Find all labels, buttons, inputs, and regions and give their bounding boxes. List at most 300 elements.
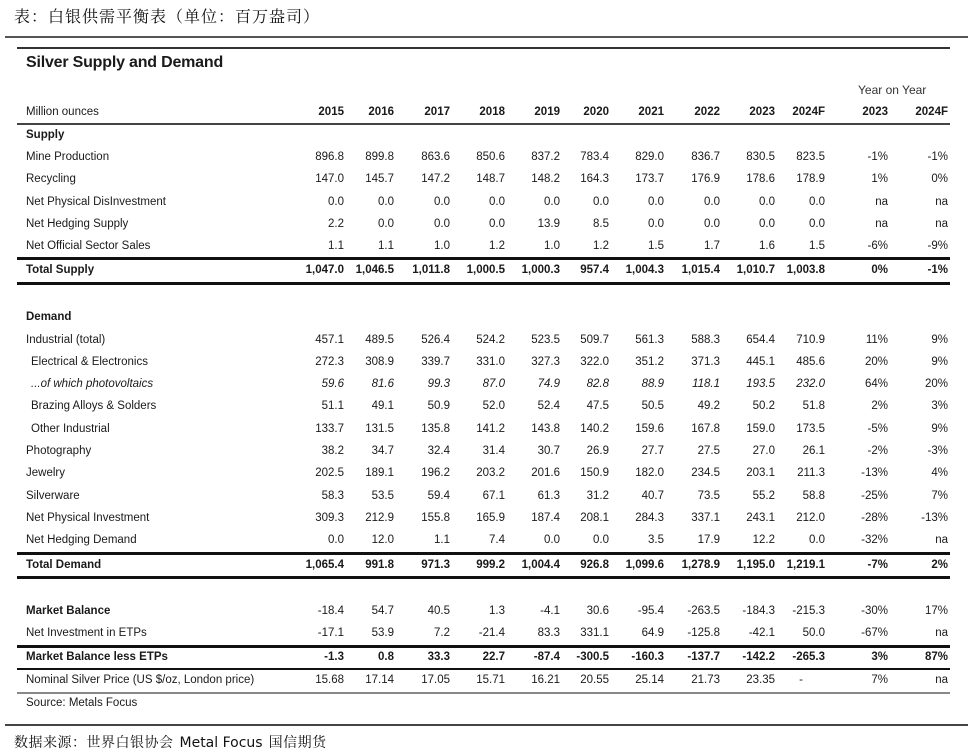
table-row [0, 374, 975, 394]
cell: 351.2 [635, 356, 664, 368]
cell: -1% [927, 151, 948, 163]
cell: 52.0 [482, 400, 505, 412]
column-header: 2019 [534, 106, 560, 118]
cell: 1,278.9 [681, 559, 720, 571]
cell: 272.3 [315, 356, 344, 368]
cell: 53.9 [371, 627, 394, 639]
cell: 53.5 [371, 490, 394, 502]
cell: 1% [871, 173, 888, 185]
cell: 971.3 [421, 559, 450, 571]
cell: 0.0 [809, 196, 825, 208]
row-label: Net Official Sector Sales [26, 240, 151, 252]
cell: 0.0 [704, 196, 720, 208]
cell: 7.2 [434, 627, 450, 639]
cell: 23.35 [746, 674, 775, 686]
cell: 87.0 [482, 378, 505, 390]
cell: 155.8 [421, 512, 450, 524]
cell: 201.6 [531, 467, 560, 479]
cell: 13.9 [537, 218, 560, 230]
table-row [0, 214, 975, 234]
cell: -25% [861, 490, 888, 502]
cell: 176.9 [691, 173, 720, 185]
cell: 1,003.8 [786, 264, 825, 276]
cell: 83.3 [537, 627, 560, 639]
cell: 1.5 [809, 240, 825, 252]
cell: 33.3 [427, 651, 450, 663]
cell: 50.2 [752, 400, 775, 412]
cell: 331.1 [580, 627, 609, 639]
cell: 1.5 [648, 240, 664, 252]
cell: 863.6 [421, 151, 450, 163]
cell: 309.3 [315, 512, 344, 524]
cell: - [799, 674, 803, 686]
cell: 2% [931, 559, 948, 571]
table-row [0, 647, 975, 667]
cell: 322.0 [580, 356, 609, 368]
cell: 0.0 [704, 218, 720, 230]
cell: 523.5 [531, 334, 560, 346]
cell: 50.9 [427, 400, 450, 412]
cell: 850.6 [476, 151, 505, 163]
cell: 1.0 [434, 240, 450, 252]
cell: 81.6 [371, 378, 394, 390]
source-row [0, 693, 975, 713]
section-label: Demand [26, 311, 72, 323]
cell: -17.1 [317, 627, 344, 639]
cell: 1,065.4 [305, 559, 344, 571]
cell: 7% [871, 674, 888, 686]
cell: 1,011.8 [412, 264, 450, 276]
cell: 2% [871, 400, 888, 412]
table-row [0, 508, 975, 528]
column-header: 2023 [749, 106, 775, 118]
cell: 187.4 [531, 512, 560, 524]
cell: 232.0 [796, 378, 825, 390]
cell: 0.0 [489, 218, 505, 230]
cell: 64% [864, 378, 888, 390]
cell: 182.0 [635, 467, 664, 479]
cell: -13% [861, 467, 888, 479]
cell: -4.1 [540, 605, 560, 617]
cell: 118.1 [692, 378, 720, 390]
table-row [0, 330, 975, 350]
total-demand-bottom-rule [17, 576, 950, 579]
cell: -142.2 [742, 651, 775, 663]
cell: 17.9 [697, 534, 720, 546]
cell: 74.9 [537, 378, 560, 390]
cell: 710.9 [796, 334, 825, 346]
cell: -13% [921, 512, 948, 524]
cell: 212.9 [365, 512, 394, 524]
cell: 0.0 [593, 196, 609, 208]
cell: na [935, 534, 948, 546]
cell: 211.3 [797, 467, 825, 479]
cell: 0.0 [544, 196, 560, 208]
row-label: Net Investment in ETPs [26, 627, 147, 639]
cell: 148.7 [476, 173, 505, 185]
cell: 1.2 [593, 240, 609, 252]
cell: 64.9 [641, 627, 664, 639]
footer-latin: Metal Focus [179, 735, 263, 751]
cell: 34.7 [371, 445, 394, 457]
cell: 202.5 [315, 467, 344, 479]
cell: 20% [924, 378, 948, 390]
table-row [0, 601, 975, 621]
cell: 243.1 [746, 512, 775, 524]
cell: na [935, 627, 948, 639]
row-label: Net Hedging Demand [26, 534, 137, 546]
cell: 0.0 [593, 534, 609, 546]
cell: 331.0 [476, 356, 505, 368]
cell: 0.0 [648, 218, 664, 230]
cell: -67% [861, 627, 888, 639]
column-header: 2017 [424, 106, 450, 118]
column-header-yoy: 2023 [862, 106, 888, 118]
cell: 87% [924, 651, 948, 663]
table-row [0, 419, 975, 439]
cell: 17.05 [421, 674, 450, 686]
cell: 49.2 [697, 400, 720, 412]
table-top-rule [17, 47, 950, 49]
unit-label: Million ounces [26, 106, 99, 118]
cell: 1,219.1 [786, 559, 825, 571]
row-label: Jewelry [26, 467, 65, 479]
figure-caption: 表：白银供需平衡表（单位：百万盎司） [14, 7, 321, 26]
yoy-group-label: Year on Year [858, 83, 927, 97]
cell: 73.5 [697, 490, 720, 502]
row-label: Net Physical Investment [26, 512, 150, 524]
cell: -28% [861, 512, 888, 524]
cell: 9% [931, 334, 948, 346]
cell: 15.71 [476, 674, 505, 686]
cell: 26.1 [802, 445, 825, 457]
cell: 1,004.3 [625, 264, 664, 276]
cell: -1% [867, 151, 888, 163]
cell: 58.8 [802, 490, 825, 502]
cell: 50.0 [802, 627, 825, 639]
table-row [0, 352, 975, 372]
cell: 47.5 [586, 400, 609, 412]
cell: 17.14 [365, 674, 394, 686]
cell: 654.4 [746, 334, 775, 346]
cell: 3.5 [648, 534, 664, 546]
cell: 836.7 [691, 151, 720, 163]
cell: 524.2 [476, 334, 505, 346]
cell: 485.6 [796, 356, 825, 368]
cell: 926.8 [580, 559, 609, 571]
cell: 99.3 [427, 378, 450, 390]
cell: 54.7 [371, 605, 394, 617]
cell: 32.4 [427, 445, 450, 457]
row-label: Brazing Alloys & Solders [31, 400, 157, 412]
cell: 1.7 [704, 240, 720, 252]
table-row [0, 530, 975, 550]
cell: 829.0 [635, 151, 664, 163]
header-row [0, 102, 975, 122]
cell: 1,047.0 [305, 264, 344, 276]
cell: 0% [931, 173, 948, 185]
cell: 1,046.5 [355, 264, 394, 276]
table-row [0, 623, 975, 643]
row-label: Other Industrial [31, 423, 110, 435]
cell: 337.1 [691, 512, 720, 524]
cell: 40.5 [427, 605, 450, 617]
cell: 1.2 [489, 240, 505, 252]
cell: 61.3 [537, 490, 560, 502]
cell: -265.3 [792, 651, 825, 663]
cell: 173.7 [635, 173, 664, 185]
cell: -1% [927, 264, 948, 276]
row-label: Total Demand [26, 559, 102, 571]
cell: 31.4 [482, 445, 505, 457]
cell: 1.1 [378, 240, 394, 252]
cell: 1.1 [328, 240, 344, 252]
column-header: 2016 [368, 106, 394, 118]
cell: 0.0 [809, 534, 825, 546]
cell: 58.3 [321, 490, 344, 502]
total-row-supply [0, 260, 975, 280]
outer-bottom-rule [5, 724, 968, 726]
cell: 88.9 [641, 378, 664, 390]
table-row [0, 192, 975, 212]
cell: 8.5 [593, 218, 609, 230]
cell: -6% [867, 240, 888, 252]
cell: -30% [861, 605, 888, 617]
cell: 1,004.4 [521, 559, 560, 571]
cell: 27.5 [697, 445, 720, 457]
table-row [0, 670, 975, 690]
cell: 588.3 [691, 334, 720, 346]
cell: 7% [931, 490, 948, 502]
cell: 196.2 [421, 467, 450, 479]
cell: -5% [867, 423, 888, 435]
table-row [0, 169, 975, 189]
cell: 135.8 [421, 423, 450, 435]
row-label: Market Balance less ETPs [26, 651, 168, 663]
row-label: Net Physical DisInvestment [26, 196, 166, 208]
cell: 0.0 [328, 196, 344, 208]
row-label: Nominal Silver Price (US $/oz, London price) [26, 674, 255, 686]
cell: 0.0 [328, 534, 344, 546]
cell: 40.7 [641, 490, 664, 502]
cell: 896.8 [315, 151, 344, 163]
cell: 1.0 [544, 240, 560, 252]
cell: 167.8 [691, 423, 720, 435]
cell: 164.3 [580, 173, 609, 185]
cell: 133.7 [315, 423, 344, 435]
cell: 1,099.6 [625, 559, 664, 571]
cell: 193.5 [746, 378, 775, 390]
cell: 203.1 [746, 467, 775, 479]
row-label: Recycling [26, 173, 76, 185]
cell: 957.4 [580, 264, 609, 276]
section-label: Supply [26, 129, 65, 141]
cell: 148.2 [531, 173, 560, 185]
total-row-demand [0, 555, 975, 575]
section-header-demand [0, 307, 975, 327]
outer-top-rule [5, 36, 968, 38]
cell: 140.2 [580, 423, 609, 435]
table-row [0, 463, 975, 483]
column-header: 2022 [694, 106, 720, 118]
cell: 21.73 [691, 674, 720, 686]
cell: 67.1 [482, 490, 505, 502]
row-label: Net Hedging Supply [26, 218, 129, 230]
row-label: Total Supply [26, 264, 95, 276]
cell: 899.8 [365, 151, 394, 163]
cell: 15.68 [315, 674, 344, 686]
column-header: 2018 [479, 106, 505, 118]
cell: -137.7 [687, 651, 720, 663]
cell: 50.5 [641, 400, 664, 412]
cell: 837.2 [531, 151, 560, 163]
cell: 1,015.4 [681, 264, 720, 276]
cell: -184.3 [742, 605, 775, 617]
cell: 147.2 [421, 173, 450, 185]
cell: 9% [931, 423, 948, 435]
cell: 830.5 [746, 151, 775, 163]
cell: 203.2 [476, 467, 505, 479]
source-note: Source: Metals Focus [26, 697, 138, 709]
cell: -9% [927, 240, 948, 252]
cell: 823.5 [796, 151, 825, 163]
cell: 49.1 [371, 400, 394, 412]
cell: 284.3 [635, 512, 664, 524]
cell: na [875, 196, 888, 208]
cell: 30.6 [586, 605, 609, 617]
cell: 11% [865, 334, 888, 346]
cell: 51.1 [321, 400, 344, 412]
cell: 457.1 [315, 334, 344, 346]
cell: 150.9 [580, 467, 609, 479]
cell: 59.6 [321, 378, 344, 390]
cell: 0.0 [809, 218, 825, 230]
cell: 178.6 [746, 173, 775, 185]
cell: 22.7 [482, 651, 505, 663]
cell: 7.4 [489, 534, 505, 546]
cell: 1,000.3 [521, 264, 560, 276]
cell: na [875, 218, 888, 230]
cell: 0.0 [434, 218, 450, 230]
cell: 1,195.0 [736, 559, 775, 571]
cell: 0.0 [434, 196, 450, 208]
cell: 59.4 [427, 490, 450, 502]
column-header-yoy: 2024F [915, 106, 948, 118]
cell: 212.0 [796, 512, 825, 524]
cell: 51.8 [802, 400, 825, 412]
row-label: ...of which photovoltaics [31, 378, 154, 390]
data-source-footer [14, 732, 327, 752]
column-header: 2021 [638, 106, 664, 118]
table-row [0, 486, 975, 506]
cell: 0.0 [489, 196, 505, 208]
cell: 141.2 [476, 423, 505, 435]
cell: 2.2 [328, 218, 344, 230]
cell: 147.0 [315, 173, 344, 185]
cell: 12.0 [371, 534, 394, 546]
cell: 783.4 [580, 151, 609, 163]
cell: 561.3 [635, 334, 664, 346]
cell: -7% [867, 559, 888, 571]
cell: -42.1 [748, 627, 775, 639]
column-header: 2020 [583, 106, 609, 118]
cell: 55.2 [752, 490, 775, 502]
cell: 159.0 [746, 423, 775, 435]
cell: 0.0 [759, 196, 775, 208]
cell: 234.5 [691, 467, 720, 479]
cell: 159.6 [635, 423, 664, 435]
column-header: 2015 [318, 106, 344, 118]
row-label: Photography [26, 445, 92, 457]
table-row [0, 147, 975, 167]
cell: 0.8 [378, 651, 394, 663]
cell: 20% [864, 356, 888, 368]
cell: 16.21 [531, 674, 560, 686]
table-row [0, 396, 975, 416]
cell: 445.1 [746, 356, 775, 368]
cell: 178.9 [796, 173, 825, 185]
cell: 143.8 [531, 423, 560, 435]
footer-prefix: 数据来源：世界白银协会 [14, 735, 174, 751]
cell: 0.0 [378, 196, 394, 208]
cell: -2% [867, 445, 888, 457]
cell: 526.4 [421, 334, 450, 346]
cell: 26.9 [586, 445, 609, 457]
row-label: Industrial (total) [26, 334, 106, 346]
cell: na [935, 674, 948, 686]
cell: 1,010.7 [736, 264, 775, 276]
cell: 489.5 [365, 334, 394, 346]
cell: 0.0 [648, 196, 664, 208]
cell: 1.1 [434, 534, 450, 546]
cell: 1.3 [489, 605, 505, 617]
cell: na [935, 218, 948, 230]
cell: 145.7 [365, 173, 394, 185]
cell: 27.0 [752, 445, 775, 457]
cell: 173.5 [796, 423, 825, 435]
row-label: Mine Production [26, 151, 110, 163]
cell: 165.9 [476, 512, 505, 524]
cell: 1,000.5 [466, 264, 505, 276]
cell: 371.3 [691, 356, 720, 368]
table-row [0, 236, 975, 256]
cell: 31.2 [586, 490, 609, 502]
cell: -160.3 [631, 651, 664, 663]
cell: 3% [931, 400, 948, 412]
cell: -32% [861, 534, 888, 546]
cell: -18.4 [317, 605, 344, 617]
cell: 339.7 [421, 356, 450, 368]
cell: 12.2 [752, 534, 775, 546]
cell: 308.9 [365, 356, 394, 368]
column-header: 2024F [792, 106, 825, 118]
cell: 991.8 [365, 559, 394, 571]
cell: 38.2 [321, 445, 344, 457]
cell: 189.1 [365, 467, 394, 479]
cell: 509.7 [580, 334, 609, 346]
row-label: Silverware [26, 490, 80, 502]
cell: 327.3 [531, 356, 560, 368]
cell: 82.8 [586, 378, 609, 390]
cell: -21.4 [478, 627, 505, 639]
cell: 0.0 [759, 218, 775, 230]
cell: 17% [924, 605, 948, 617]
cell: 30.7 [537, 445, 560, 457]
footer-suffix: 国信期货 [268, 735, 327, 751]
cell: 3% [871, 651, 888, 663]
cell: 0.0 [378, 218, 394, 230]
row-label: Market Balance [26, 605, 111, 617]
